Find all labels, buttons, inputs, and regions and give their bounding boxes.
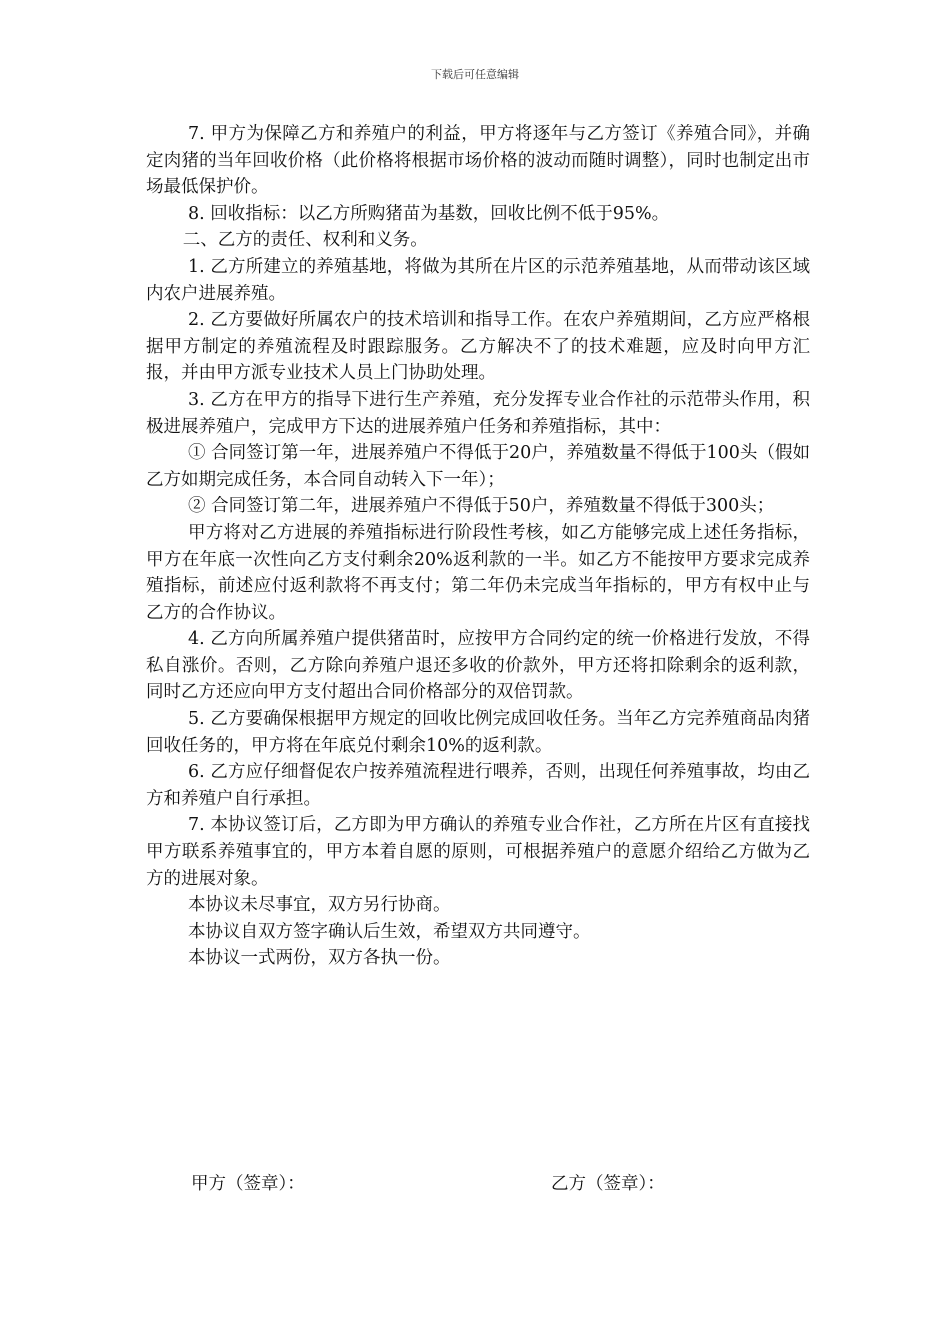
- clause-b6: 6. 乙方应仔细督促农户按养殖流程进行喂养，否则，出现任何养殖事故，均由乙方和养殖户自行承担。: [146, 762, 810, 809]
- closing-clause-3: 本协议一式两份，双方各执一份。: [188, 948, 451, 969]
- closing-clause-2: 本协议自双方签字确认后生效，希望双方共同遵守。: [188, 921, 591, 942]
- clause-b3: 3. 乙方在甲方的指导下进行生产养殖，充分发挥专业合作社的示范带头作用，积极进展养殖户，完成甲方下达的进展养殖户任务和养殖指标，其中：: [146, 389, 810, 437]
- clause-b5: 5. 乙方要确保根据甲方规定的回收比例完成回收任务。当年乙方完养殖商品肉猪回收任务的，甲方将在年底兑付剩余10%的返利款。: [146, 709, 810, 756]
- party-b-signature-label: 乙方（签章）：: [551, 1174, 665, 1194]
- closing-clause-1: 本协议未尽事宜，双方另行协商。: [188, 895, 451, 916]
- clause-b1: 1. 乙方所建立的养殖基地，将做为其所在片区的示范养殖基地，从而带动该区域内农户进展养殖。: [146, 256, 810, 304]
- clause-a7: 7. 甲方为保障乙方和养殖户的利益，甲方将逐年与乙方签订《养殖合同》，并确定肉猪的当年回收价格（此价格将根据市场价格的波动而随时调整），同时也制定出市场最低保护价。: [146, 124, 810, 198]
- clause-b3-item1: ① 合同签订第一年，进展养殖户不得低于20户，养殖数量不得低于100头（假如乙方如期完成任务，本合同自动转入下一年）；: [146, 443, 810, 490]
- section-heading-party-b: 二、乙方的责任、权利和义务。: [182, 230, 428, 251]
- document-body: [146, 121, 810, 972]
- clause-b4: 4. 乙方向所属养殖户提供猪苗时，应按甲方合同约定的统一价格进行发放，不得私自涨价。否则，乙方除向养殖户退还多收的价款外，甲方还将扣除剩余的返利款，同时乙方还应向甲方支付超出合同价格部分的双倍罚款。: [146, 629, 810, 703]
- clause-b2: 2. 乙方要做好所属农户的技术培训和指导工作。在农户养殖期间，乙方应严格根据甲方制定的养殖流程及时跟踪服务。乙方解决不了的技术难题，应及时向甲方汇报，并由甲方派专业技术人员上门协助处理。: [146, 310, 810, 384]
- party-a-signature-label: 甲方（签章）：: [191, 1174, 305, 1194]
- clause-b7: 7. 本协议签订后，乙方即为甲方确认的养殖专业合作社，乙方所在片区有直接找甲方联系养殖事宜的，甲方本着自愿的原则，可根据养殖户的意愿介绍给乙方做为乙方的进展对象。: [146, 815, 810, 889]
- clause-b3-assessment: 甲方将对乙方进展的养殖指标进行阶段性考核，如乙方能够完成上述任务指标，甲方在年底一次性向乙方支付剩余20%返利款的一半。如乙方不能按甲方要求完成养殖指标，前述应付返利款将不再支付；第二年仍未完成当年指标的，甲方有权中止与乙方的合作协议。: [146, 522, 810, 623]
- page-header-note: 下载后可任意编辑: [431, 68, 519, 81]
- clause-b3-item2: ② 合同签订第二年，进展养殖户不得低于50户，养殖数量不得低于300头；: [188, 496, 775, 517]
- clause-a8: 8. 回收指标：以乙方所购猪苗为基数，回收比例不低于95%。: [188, 203, 670, 224]
